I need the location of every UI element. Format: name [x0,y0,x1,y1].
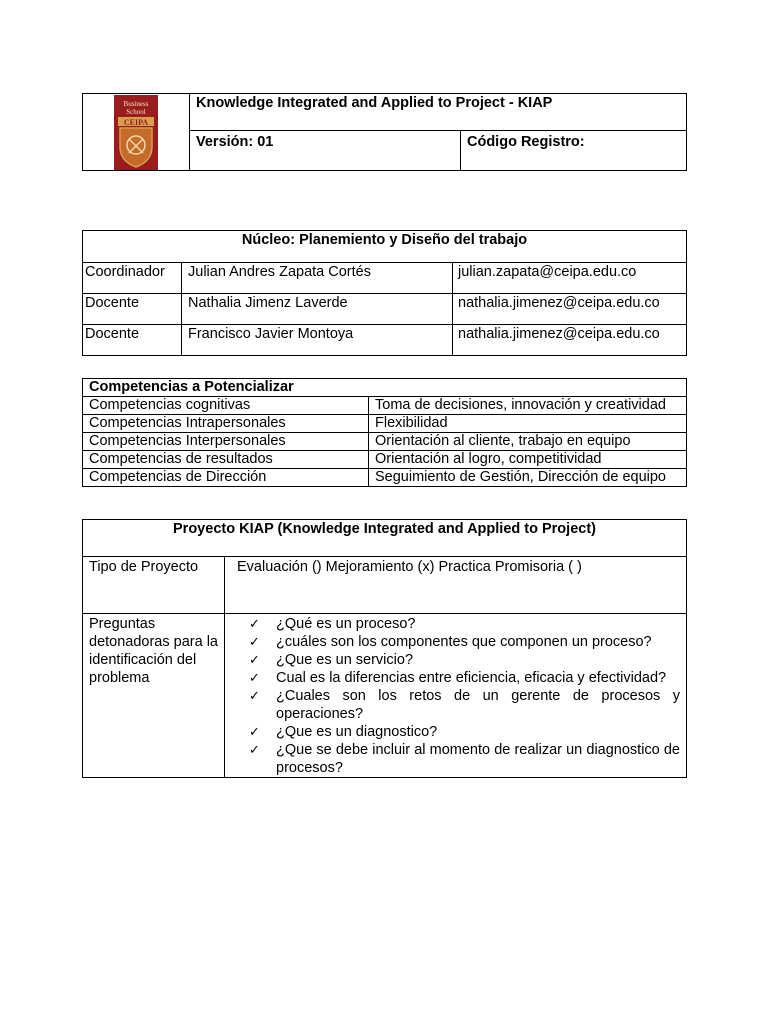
tipo-proyecto-value: Evaluación () Mejoramiento (x) Practica Promisoria ( ) [225,557,687,614]
check-icon: ✓ [249,688,260,703]
nucleo-title: Núcleo: Planemiento y Diseño del trabajo [83,231,687,263]
competencia-name: Competencias cognitivas [83,397,369,415]
pregunta-text: ¿cuáles son los componentes que componen un proceso? [276,634,652,650]
list-item [249,741,680,777]
check-icon: ✓ [249,724,260,739]
competencia-name: Competencias de resultados [83,451,369,469]
table-row [83,469,687,487]
competencia-name: Competencias Interpersonales [83,433,369,451]
check-icon: ✓ [249,616,260,631]
header-table [82,93,687,171]
list-item [249,669,680,687]
table-row [83,325,687,356]
logo-line1: Business [123,99,149,108]
competencia-value: Orientación al cliente, trabajo en equipo [369,433,687,451]
role-cell: Docente [83,325,182,356]
check-icon: ✓ [249,634,260,649]
check-icon: ✓ [249,742,260,757]
logo-brand: CEIPA [123,117,149,127]
competencia-value: Flexibilidad [369,415,687,433]
email-cell: julian.zapata@ceipa.edu.co [453,263,687,294]
table-row [83,397,687,415]
name-cell: Julian Andres Zapata Cortés [182,263,453,294]
competencia-name: Competencias de Dirección [83,469,369,487]
pregunta-text: ¿Cuales son los retos de un gerente de procesos y operaciones? [276,688,680,722]
version-label: Versión: 01 [190,131,461,171]
codigo-registro-label: Código Registro: [461,131,687,171]
competencias-title: Competencias a Potencializar [83,379,687,397]
list-item [249,651,680,669]
email-cell: nathalia.jimenez@ceipa.edu.co [453,325,687,356]
proyecto-title: Proyecto KIAP (Knowledge Integrated and Applied to Project) [83,520,687,557]
list-item [249,633,680,651]
check-icon: ✓ [249,652,260,667]
name-cell: Francisco Javier Montoya [182,325,453,356]
check-icon: ✓ [249,670,260,685]
proyecto-table [82,519,687,778]
competencia-value: Toma de decisiones, innovación y creatividad [369,397,687,415]
pregunta-text: ¿Que es un diagnostico? [276,724,438,740]
email-cell: nathalia.jimenez@ceipa.edu.co [453,294,687,325]
pregunta-text: Cual es la diferencias entre eficiencia, eficacia y efectividad? [276,670,667,686]
table-row [83,614,687,778]
document-title: Knowledge Integrated and Applied to Project - KIAP [190,94,687,131]
competencia-value: Seguimiento de Gestión, Dirección de equipo [369,469,687,487]
tipo-proyecto-label: Tipo de Proyecto [83,557,225,614]
preguntas-list [225,615,680,777]
table-row [83,557,687,614]
table-row [83,433,687,451]
nucleo-table [82,230,687,356]
name-cell: Nathalia Jimenz Laverde [182,294,453,325]
competencia-value: Orientación al logro, competitividad [369,451,687,469]
pregunta-text: ¿Que es un servicio? [276,652,414,668]
competencia-name: Competencias Intrapersonales [83,415,369,433]
table-row [83,415,687,433]
competencias-table [82,378,687,487]
list-item [249,687,680,723]
list-item [249,723,680,741]
pregunta-text: ¿Qué es un proceso? [276,616,416,632]
logo-line2: School [126,107,146,116]
ceipa-logo [114,95,158,170]
preguntas-label: Preguntas detonadoras para la identificación del problema [83,614,225,778]
role-cell: Coordinador [83,263,182,294]
logo-cell [83,94,190,171]
table-row [83,263,687,294]
role-cell: Docente [83,294,182,325]
preguntas-cell [225,614,687,778]
table-row [83,294,687,325]
list-item [249,615,680,633]
pregunta-text: ¿Que se debe incluir al momento de realizar un diagnostico de procesos? [276,742,680,776]
table-row [83,451,687,469]
